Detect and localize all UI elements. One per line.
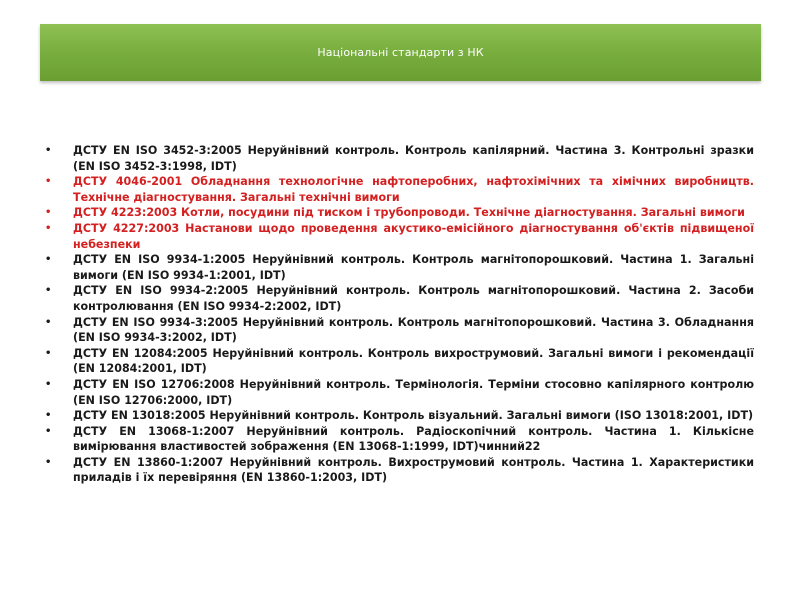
- bullet-icon: •: [45, 254, 52, 266]
- bullet-icon: •: [45, 285, 52, 297]
- bullet-icon: •: [45, 207, 52, 219]
- standard-text: ДСТУ EN 13068-1:2007 Неруйнівний контроль. Радіоскопічний контроль. Частина 1. Кількісне вимірювання властивостей зображення (EN 13068-1:1999, IDT)чинний22: [73, 424, 754, 454]
- list-item: [45, 408, 754, 424]
- standard-text: ДСТУ EN 12084:2005 Неруйнівний контроль. Контроль вихрострумовий. Загальні вимоги і рекомендації (EN 12084:2001, IDT): [73, 346, 754, 376]
- bullet-icon: •: [45, 456, 52, 468]
- bullet-icon: •: [45, 378, 52, 390]
- standard-text: ДСТУ EN ISO 9934-1:2005 Неруйнівний контроль. Контроль магнітопорошковий. Частина 1. Загальні вимоги (EN ISO 9934-1:2001, IDT): [73, 253, 754, 282]
- standard-text: ДСТУ 4223:2003 Котли, посудини під тиском і трубопроводи. Технічне діагностування. Загальні вимоги: [73, 206, 745, 220]
- list-item: [45, 377, 754, 408]
- bullet-icon: •: [45, 145, 52, 156]
- standard-text: ДСТУ 4046-2001 Обладнання технологічне нафтоперобних, нафтохімічних та хімічних виробництв. Технічне діагностування. Загальні технічні вимоги: [73, 175, 754, 204]
- standard-text: ДСТУ EN ISO 3452-3:2005 Неруйнівний контроль. Контроль капілярний. Частина 3. Контрольні зразки (EN ISO 3452-3:1998, IDT): [73, 144, 754, 173]
- standard-text: ДСТУ EN 13860-1:2007 Неруйнівний контроль. Вихрострумовий контроль. Частина 1. Характеристики приладів і їх перевіряння (EN 13860-1:2003, IDT): [73, 455, 754, 485]
- standard-text: ДСТУ 4227:2003 Настанови щодо проведення акустико-емісійного діагностування об'єктів підвищеної небезпеки: [73, 221, 754, 251]
- bullet-icon: •: [45, 316, 52, 328]
- list-item: [45, 205, 754, 221]
- list-item: [45, 455, 754, 486]
- bullet-icon: •: [45, 410, 52, 422]
- list-item: [45, 424, 754, 455]
- title-banner: [40, 24, 761, 81]
- bullet-icon: •: [45, 176, 52, 188]
- list-item: [45, 174, 754, 205]
- standard-text: ДСТУ EN ISO 12706:2008 Неруйнівний контроль. Термінологія. Терміни стосовно капілярного контролю (EN ISO 12706:2000, IDT): [73, 377, 754, 407]
- list-item: [45, 252, 754, 283]
- list-item: [45, 221, 754, 252]
- list-item: [45, 315, 754, 346]
- standard-text: ДСТУ EN 13018:2005 Неруйнівний контроль. Контроль візуальний. Загальні вимоги (ISO 13018:2001, IDT): [73, 409, 754, 423]
- standard-text: ДСТУ EN ISO 9934-3:2005 Неруйнівний контроль. Контроль магнітопорошковий. Частина 3. Обладнання (EN ISO 9934-3:2002, IDT): [73, 315, 754, 345]
- bullet-icon: •: [45, 222, 52, 234]
- bullet-icon: •: [45, 347, 52, 359]
- list-item: [45, 346, 754, 377]
- standards-list: [45, 143, 754, 486]
- page-title: Національні стандарти з НК: [317, 46, 484, 59]
- list-item: [45, 283, 754, 314]
- standard-text: ДСТУ EN ISO 9934-2:2005 Неруйнівний контроль. Контроль магнітопорошковий. Частина 2. Засоби контролювання (EN ISO 9934-2:2002, IDT): [73, 284, 754, 313]
- list-item: [45, 143, 754, 174]
- bullet-icon: •: [45, 425, 52, 437]
